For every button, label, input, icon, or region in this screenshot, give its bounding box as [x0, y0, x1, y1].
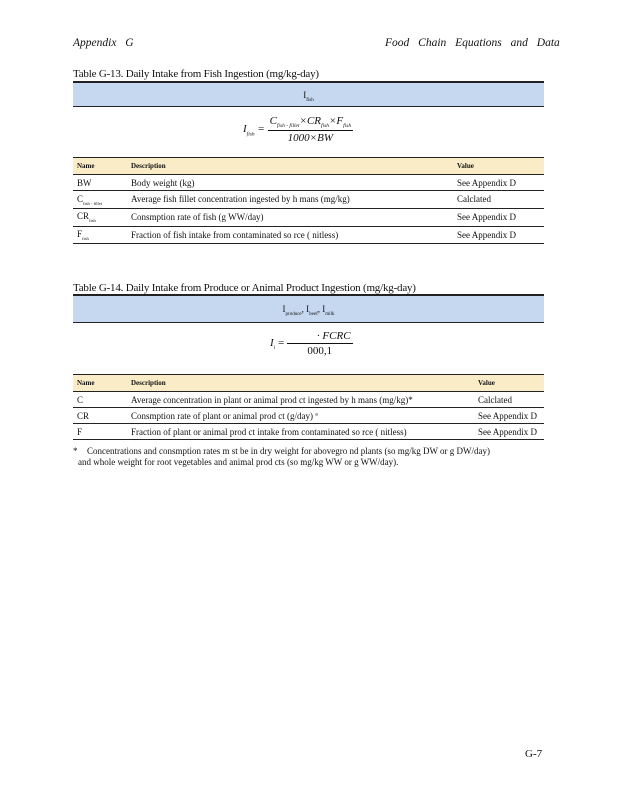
col-description-header: Description [127, 158, 453, 175]
col-name-header: Name [73, 375, 127, 392]
eq-sign: = [277, 337, 285, 350]
cell-name [73, 175, 127, 191]
band-symbol-sub: produce [285, 311, 302, 317]
cell-value: See Appendix D [453, 175, 544, 191]
col-name-header: Name [73, 158, 127, 175]
eq-term-f-sub: fish [343, 123, 352, 130]
eq-term-cr-sub: fish [321, 123, 329, 130]
table-row [73, 408, 544, 424]
table-g13-caption: Table G-13. Daily Intake from Fish Ingestion (mg/kg-day) [73, 68, 319, 80]
cell-value: See Appendix D [453, 208, 544, 226]
fish-intake-equation [243, 115, 353, 144]
param-symbol: C [77, 193, 84, 204]
eq-fraction [268, 115, 354, 144]
footnote-marker: * [73, 446, 78, 456]
table-row [73, 208, 544, 226]
table-g14-equation-band [73, 294, 544, 323]
band-symbol: I [306, 304, 310, 314]
cell-description: Fraction of plant or animal prod ct intake from contaminated so rce ( nitless) [127, 424, 474, 440]
eq-fraction [287, 330, 353, 357]
page-number: G-7 [525, 748, 543, 760]
eq-numerator: · FCRC [287, 330, 353, 344]
param-symbol-sub: fish [89, 218, 96, 224]
cell-name: F [73, 424, 127, 440]
table-row [73, 191, 544, 209]
cell-value: See Appendix D [474, 424, 544, 440]
eq-times: × [328, 115, 337, 127]
eq-times: × [299, 115, 307, 127]
table-header-row [73, 158, 544, 175]
footnote-line-1: Concentrations and consmption rates m st be in dry weight for abovegro nd plants (so mg/kg DW or g DW/day) [87, 446, 491, 456]
header-appendix-label: Appendix G [73, 37, 134, 49]
cell-value: Calclated [453, 191, 544, 209]
eq-term-c: C [269, 115, 277, 127]
band-symbol-sub: fish [306, 97, 314, 103]
eq-term-cr: CR [306, 115, 322, 127]
eq-denominator: 000,1 [307, 345, 333, 357]
produce-intake-equation [270, 330, 353, 357]
cell-name: C [73, 392, 127, 408]
header-section-title: Food Chain Equations and Data [385, 37, 560, 49]
param-symbol-sub: fish - fillet [83, 200, 103, 206]
band-symbol: I [282, 304, 286, 314]
band-symbol-sub: beef [309, 311, 318, 317]
cell-name [73, 208, 127, 226]
col-value-header: Value [474, 375, 544, 392]
cell-description: Fraction of fish intake from contaminated so rce ( nitless) [127, 226, 453, 244]
param-symbol: CR [77, 211, 90, 222]
param-symbol: BW [77, 177, 92, 188]
cell-name: CR [73, 408, 127, 424]
col-value-header: Value [453, 158, 544, 175]
eq-sign: = [257, 123, 265, 136]
band-symbol: I [322, 304, 326, 314]
table-row [73, 175, 544, 191]
table-g14-caption: Table G-14. Daily Intake from Produce or Animal Product Ingestion (mg/kg-day) [73, 282, 416, 294]
cell-value: See Appendix D [474, 408, 544, 424]
cell-name [73, 226, 127, 244]
eq-denominator: 1000×BW [287, 132, 333, 145]
table-row [73, 424, 544, 440]
band-symbol: I [303, 90, 307, 100]
table-g14-footnote [73, 446, 553, 468]
cell-name [73, 191, 127, 209]
band-symbol-sub: milk [325, 311, 335, 317]
table-g13-equation-band [73, 81, 544, 107]
footnote-line-2: and whole weight for root vegetables and animal prod cts (so mg/kg WW or g WW/day). [78, 457, 399, 467]
table-row [73, 226, 544, 244]
eq-lhs-sub: fish [246, 131, 255, 138]
eq-lhs: I [270, 337, 274, 350]
eq-term-f: F [336, 115, 344, 127]
cell-description: Consmption rate of plant or animal prod ct (g/day) ª [127, 408, 474, 424]
eq-numerator [268, 115, 354, 131]
cell-description: Average concentration in plant or animal prod ct ingested by h mans (mg/kg)* [127, 392, 474, 408]
table-header-row [73, 375, 544, 392]
eq-lhs-sub: i [273, 345, 276, 352]
band-separator: , [317, 304, 323, 314]
cell-description: Consmption rate of fish (g WW/day) [127, 208, 453, 226]
eq-term-c-sub: fish - fillet [276, 123, 300, 130]
table-g14 [73, 374, 544, 440]
param-symbol: F [77, 229, 83, 240]
cell-description: Average fish fillet concentration ingested by h mans (mg/kg) [127, 191, 453, 209]
col-description-header: Description [127, 375, 474, 392]
table-row [73, 392, 544, 408]
cell-value: Calclated [474, 392, 544, 408]
param-symbol-sub: fish [82, 235, 89, 241]
cell-description: Body weight (kg) [127, 175, 453, 191]
cell-value: See Appendix D [453, 226, 544, 244]
band-separator: , [301, 304, 307, 314]
eq-lhs: I [243, 123, 247, 136]
table-g13 [73, 157, 544, 244]
